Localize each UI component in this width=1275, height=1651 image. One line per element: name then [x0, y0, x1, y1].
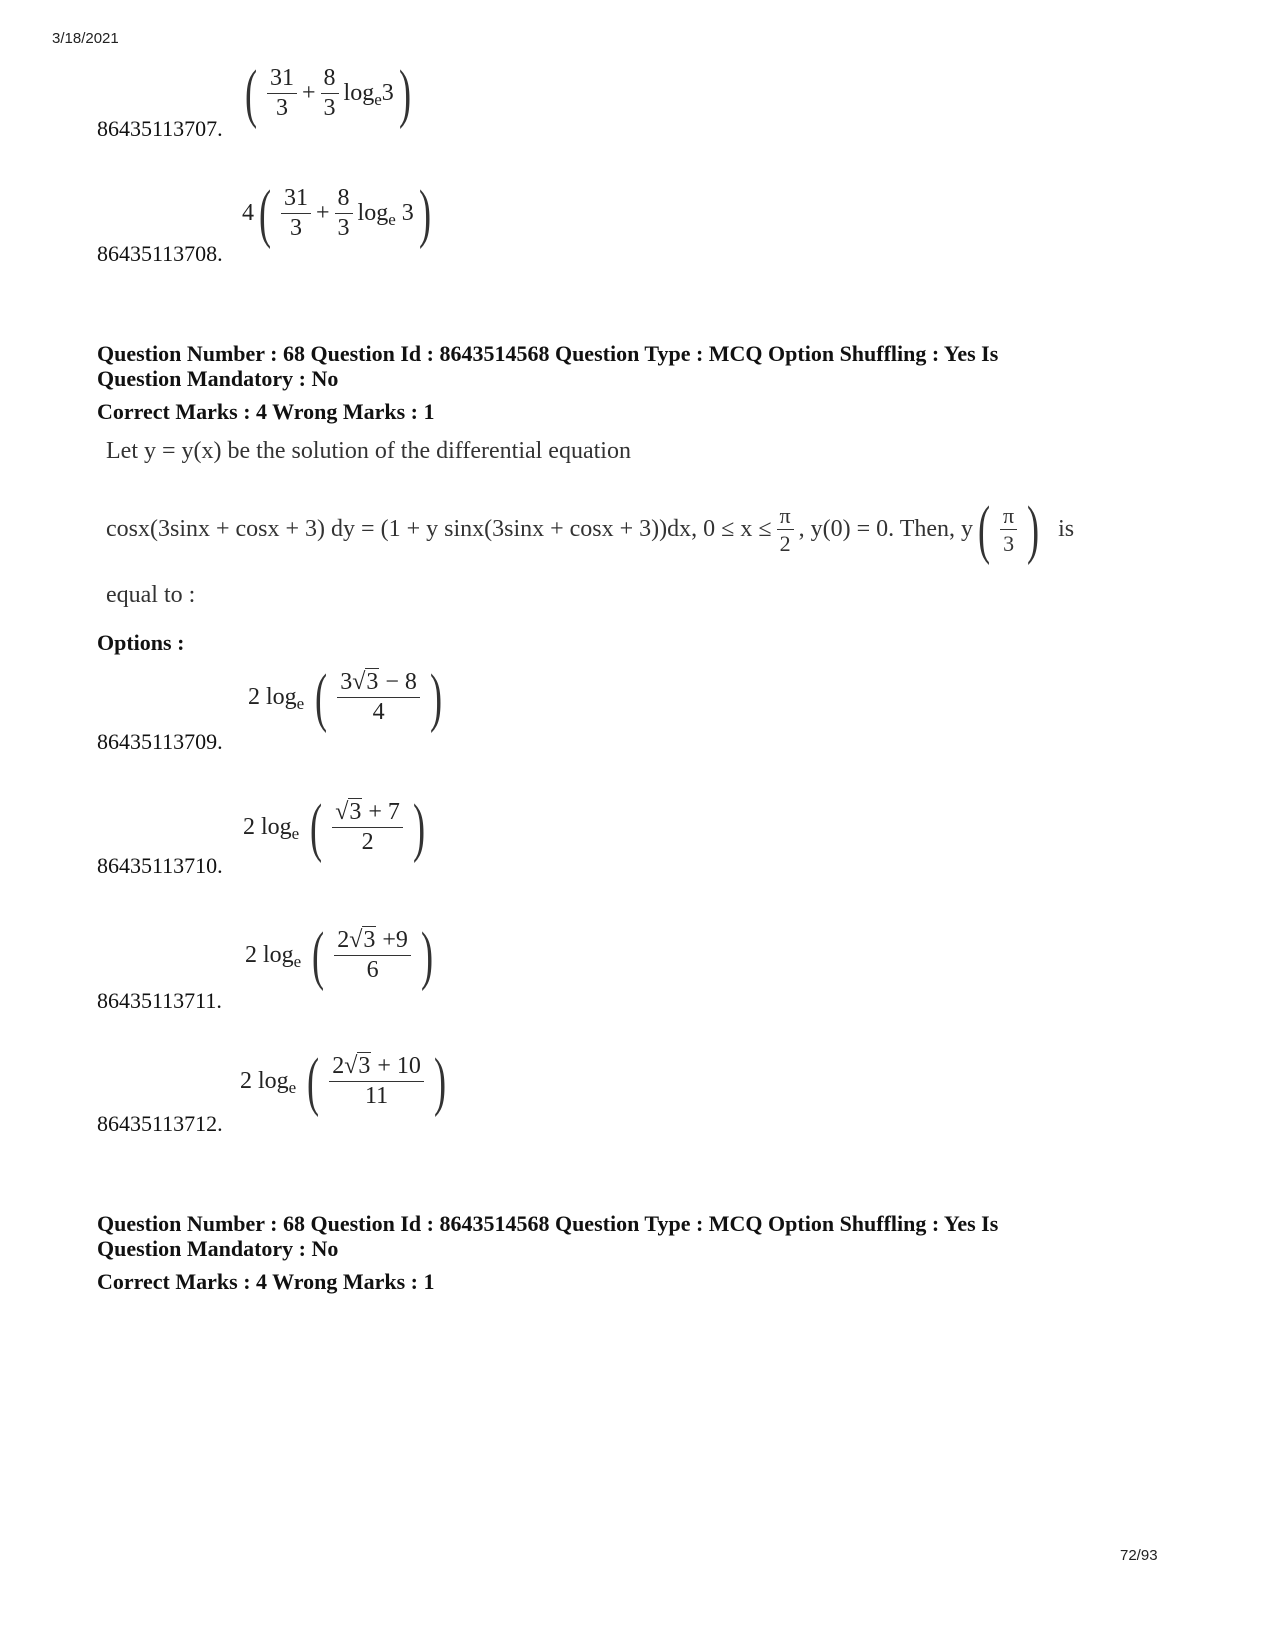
fraction: $\frac{31}{3}$: [267, 66, 297, 121]
log-arg: 3: [381, 80, 394, 107]
log-base: e: [291, 823, 300, 843]
fraction: $\frac{8}{3}$: [335, 186, 353, 241]
left-paren: (: [310, 791, 323, 864]
right-paren: ): [398, 57, 411, 130]
question-header-line: Question Number : 68 Question Id : 8643514568 Question Type : MCQ Option Shuffling : Yes Is: [97, 1211, 999, 1236]
equation-is: is: [1058, 516, 1075, 543]
log-coef: 2 log: [240, 1068, 289, 1095]
log-text: log: [357, 200, 389, 227]
question-mandatory: Question Mandatory : No: [97, 366, 339, 391]
question-header-line: Question Number : 68 Question Id : 8643514568 Question Type : MCQ Option Shuffling : Yes Is: [97, 341, 999, 366]
fraction: $\frac{3√3 - 8}{4}$: [337, 670, 420, 725]
equation-condition: , y(0) = 0. Then, y: [798, 516, 974, 543]
fraction: $\frac{√3 + 7}{2}$: [332, 800, 403, 855]
option-id: 86435113710.: [97, 853, 223, 878]
log-base: e: [388, 209, 396, 229]
print-date: 3/18/2021: [52, 30, 119, 47]
log-base: e: [293, 951, 302, 971]
fraction-pi-over-3: $\frac{\pi}{3}$: [1000, 504, 1017, 555]
option-id: 86435113712.: [97, 1111, 223, 1136]
next-question-header: [97, 1211, 1097, 1261]
log-base: e: [296, 693, 305, 713]
left-paren: (: [977, 493, 991, 566]
page-number: 72/93: [1120, 1547, 1158, 1564]
right-paren: ): [420, 919, 433, 992]
log-arg: 3: [401, 200, 414, 227]
question-marks: Correct Marks : 4 Wrong Marks : 1: [97, 399, 435, 424]
option-expression: [248, 661, 447, 734]
right-paren: ): [418, 177, 431, 250]
option-expression: [242, 177, 436, 250]
expr-prefix: 4: [242, 200, 254, 227]
option-expression: [243, 791, 430, 864]
log-coef: 2 log: [248, 684, 297, 711]
question-text-line: equal to :: [106, 582, 196, 608]
plus-sign: +: [315, 200, 330, 227]
log-text: log: [343, 80, 375, 107]
option-expression: [240, 57, 416, 130]
log-coef: 2 log: [245, 942, 294, 969]
option-expression: [240, 1045, 451, 1118]
question-equation: [106, 493, 1075, 566]
fraction: $\frac{31}{3}$: [281, 186, 311, 241]
option-expression: [245, 919, 438, 992]
equation-text: cosx(3sinx + cosx + 3) dy = (1 + y sinx(3sinx + cosx + 3))dx, 0 ≤ x ≤: [106, 516, 772, 543]
right-paren: ): [429, 661, 442, 734]
log-base: e: [374, 89, 382, 109]
question-mandatory: Question Mandatory : No: [97, 1236, 339, 1261]
next-question-marks: Correct Marks : 4 Wrong Marks : 1: [97, 1269, 435, 1294]
option-id: 86435113711.: [97, 988, 222, 1013]
option-id: 86435113709.: [97, 729, 223, 754]
right-paren: ): [1027, 493, 1040, 566]
question-text-line: Let y = y(x) be the solution of the differential equation: [106, 438, 631, 464]
fraction: $\frac{8}{3}$: [321, 66, 339, 121]
log-coef: 2 log: [243, 814, 292, 841]
left-paren: (: [315, 661, 328, 734]
fraction-pi-over-2: $\frac{\pi}{2}$: [777, 504, 794, 555]
log-base: e: [288, 1077, 297, 1097]
option-id: 86435113707.: [97, 116, 223, 141]
left-paren: (: [244, 57, 258, 130]
left-paren: (: [307, 1045, 320, 1118]
fraction: $\frac{2√3 +9}{6}$: [334, 928, 411, 983]
fraction: $\frac{2√3 + 10}{11}$: [329, 1054, 424, 1109]
right-paren: ): [433, 1045, 446, 1118]
left-paren: (: [312, 919, 325, 992]
question-header: [97, 341, 1097, 391]
plus-sign: +: [301, 80, 316, 107]
option-id: 86435113708.: [97, 241, 223, 266]
left-paren: (: [258, 177, 272, 250]
options-label: Options :: [97, 630, 185, 655]
right-paren: ): [412, 791, 425, 864]
